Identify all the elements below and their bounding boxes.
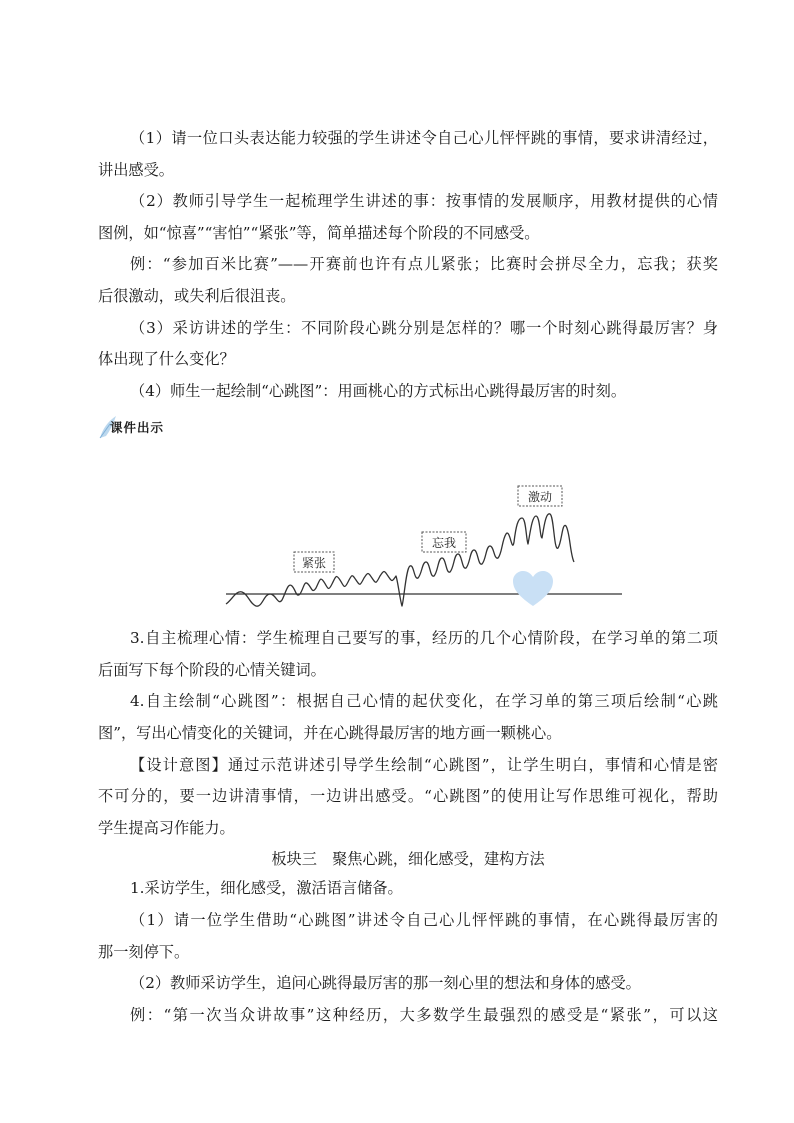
example-2-line-1: 例：“第一次当众讲故事”这种经历，大多数学生最强烈的感受是“紧张”，可以这 [130, 1006, 718, 1024]
section-heading: 板块三 聚焦心跳，细化感受，建构方法 [271, 850, 545, 868]
design-intent-line-1: 【设计意图】通过示范讲述引导学生绘制“心跳图”，让学生明白，事情和心情是密 [130, 756, 718, 774]
paragraph-8-line-2: 那一刻停下。 [98, 943, 190, 961]
paragraph-9-line-1: （2）教师采访学生，追问心跳得最厉害的那一刻心里的想法和身体的感受。 [130, 974, 641, 992]
callout-label: 课件出示 [110, 420, 165, 435]
paragraph-3-line-1: （3）采访讲述的学生：不同阶段心跳分别是怎样的？哪一个时刻心跳得最厉害？身 [130, 319, 718, 337]
paragraph-6-line-1: 4.自主绘制“心跳图”：根据自己心情的起伏变化，在学习单的第三项后绘制“心跳 [130, 692, 718, 710]
example-line-1: 例：“参加百米比赛”——开赛前也许有点儿紧张；比赛时会拼尽全力，忘我；获奖 [130, 255, 718, 273]
paragraph-3-line-2: 体出现了什么变化？ [98, 350, 235, 368]
label-excited-text: 激动 [527, 490, 553, 504]
courseware-callout [98, 414, 218, 440]
paragraph-8-line-1: （1）请一位学生借助“心跳图”讲述令自己心儿怦怦跳的事情，在心跳得最厉害的 [130, 911, 718, 929]
paragraph-5-line-1: 3.自主梳理心情：学生梳理自己要写的事，经历的几个心情阶段，在学习单的第二项 [130, 629, 718, 647]
paragraph-1-line-2: 讲出感受。 [98, 161, 174, 179]
design-intent-line-3: 学生提高习作能力。 [98, 819, 235, 837]
label-selfless-text: 忘我 [431, 536, 457, 550]
label-tense-text: 紧张 [301, 556, 327, 570]
design-intent-line-2: 不可分的，要一边讲清事情，一边讲出感受。“心跳图”的使用让写作思维可视化，帮助 [98, 787, 718, 805]
paragraph-5-line-2: 后面写下每个阶段的心情关键词。 [98, 661, 326, 679]
heartbeat-chart [222, 482, 624, 614]
paragraph-4-line-1: （4）师生一起绘制“心跳图”：用画桃心的方式标出心跳得最厉害的时刻。 [130, 382, 627, 400]
label-excited [518, 486, 562, 506]
label-selfless [422, 532, 466, 552]
paragraph-1-line-1: （1）请一位口头表达能力较强的学生讲述令自己心儿怦怦跳的事情，要求讲清经过， [130, 129, 718, 147]
paragraph-7-line-1: 1.采访学生，细化感受，激活语言储备。 [130, 879, 403, 897]
heart-icon [513, 571, 553, 606]
paragraph-2-line-2: 图例，如“惊喜”“害怕”“紧张”等，简单描述每个阶段的不同感受。 [98, 224, 540, 242]
paragraph-6-line-2: 图”，写出心情变化的关键词，并在心跳得最厉害的地方画一颗桃心。 [98, 724, 562, 742]
paragraph-2-line-1: （2）教师引导学生一起梳理学生讲述的事：按事情的发展顺序，用教材提供的心情 [130, 192, 718, 210]
example-line-2: 后很激动，或失利后很沮丧。 [98, 287, 296, 305]
label-tense [294, 552, 334, 572]
